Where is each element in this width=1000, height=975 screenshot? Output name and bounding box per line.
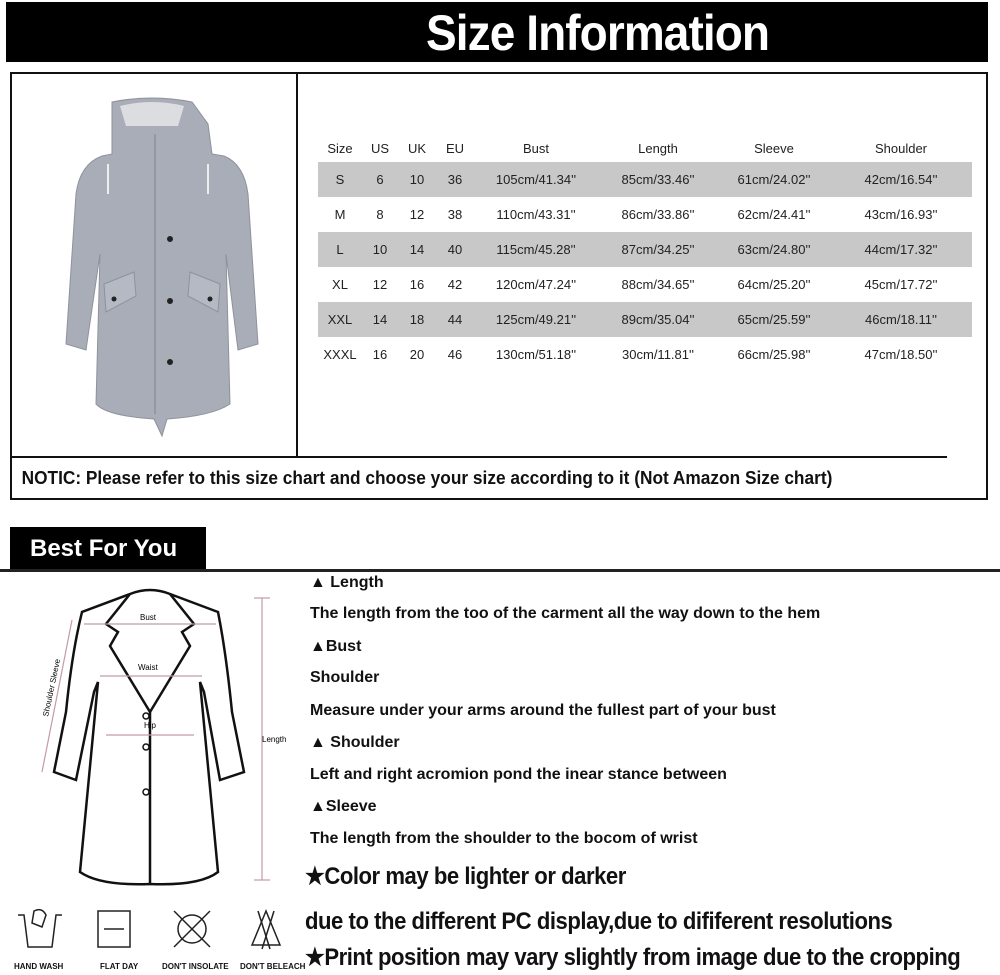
cell: 46cm/18.11'' xyxy=(830,302,972,337)
table-row xyxy=(318,232,972,267)
cell: 18 xyxy=(398,302,436,337)
cell: 120cm/47.24'' xyxy=(495,277,577,292)
shoulder-heading: ▲ Shoulder xyxy=(310,734,400,751)
cell: 42 xyxy=(447,277,463,292)
cell: XXL xyxy=(318,302,362,337)
flat-dry-label: FLAT DAY xyxy=(100,962,139,971)
cell: 20 xyxy=(409,347,425,362)
cell: 44 xyxy=(436,302,474,337)
size-notice: NOTIC: Please refer to this size chart and choose your size according to it (Not Amazon Size chart) xyxy=(12,456,947,498)
table-row xyxy=(318,197,972,232)
cell: 66cm/25.98'' xyxy=(737,347,811,362)
cell: 86cm/33.86'' xyxy=(621,207,695,222)
table-header-row xyxy=(318,134,972,162)
col-length: Length xyxy=(638,140,678,156)
length-description: The length from the too of the carment all the way down to the hem xyxy=(310,605,821,622)
sleeve-description: The length from the shoulder to the bocom of wrist xyxy=(310,830,698,847)
table-row xyxy=(318,337,972,372)
section-title-best-for-you: Best For You xyxy=(10,527,206,571)
waist-label: Waist xyxy=(138,663,158,672)
cell: 40 xyxy=(436,232,474,267)
no-bleach-icon xyxy=(250,905,310,955)
flat-dry-icon xyxy=(96,905,156,955)
cell: 47cm/18.50'' xyxy=(864,347,938,362)
cell: 12 xyxy=(409,207,425,222)
display-note: due to the different PC display,due to dififerent resolutions xyxy=(305,908,893,935)
cell: 14 xyxy=(398,232,436,267)
cell: XL xyxy=(332,277,348,292)
shoulder-description: Left and right acromion pond the inear stance between xyxy=(310,766,727,783)
cell: 14 xyxy=(362,302,398,337)
cell: 110cm/43.31'' xyxy=(496,207,576,222)
page-title: Size Information xyxy=(426,5,770,61)
cell: 125cm/49.21'' xyxy=(474,302,598,337)
length-heading: ▲ Length xyxy=(310,574,384,591)
cell: 61cm/24.02'' xyxy=(718,162,830,197)
product-image-cell xyxy=(12,74,298,456)
cell: 12 xyxy=(372,277,388,292)
hip-label: Hip xyxy=(144,721,157,730)
print-note: ★Print position may vary slightly from image due to the cropping xyxy=(305,944,961,971)
col-eu: EU xyxy=(445,140,465,156)
cell: S xyxy=(318,162,362,197)
col-shoulder: Shoulder xyxy=(874,140,928,156)
raincoat-image xyxy=(12,74,298,456)
cell: 10 xyxy=(362,232,398,267)
cell: 89cm/35.04'' xyxy=(598,302,718,337)
cell: M xyxy=(334,207,346,222)
length-label: Length xyxy=(262,735,287,744)
cell: 10 xyxy=(398,162,436,197)
cell: 105cm/41.34'' xyxy=(474,162,598,197)
no-tumble-icon xyxy=(172,905,232,955)
sleeve-heading: ▲Sleeve xyxy=(310,798,377,815)
cell: 115cm/45.28'' xyxy=(474,232,598,267)
cell: 45cm/17.72'' xyxy=(864,277,938,292)
cell: 65cm/25.59'' xyxy=(718,302,830,337)
cell: 16 xyxy=(409,277,425,292)
cell: 36 xyxy=(436,162,474,197)
hand-wash-label: HAND WASH xyxy=(14,962,64,971)
cell: 85cm/33.46'' xyxy=(598,162,718,197)
cell: 64cm/25.20'' xyxy=(737,277,811,292)
col-sleeve: Sleeve xyxy=(754,140,794,156)
hand-wash-icon xyxy=(12,905,72,955)
cell: 43cm/16.93'' xyxy=(864,207,938,222)
shoulder-sleeve-label: Shoulder Sleeve xyxy=(41,658,63,718)
cell: 46 xyxy=(447,347,463,362)
cell: 130cm/51.18'' xyxy=(495,347,577,362)
bust-heading: ▲Bust xyxy=(310,638,362,655)
col-size: Size xyxy=(327,140,353,156)
table-row xyxy=(318,162,972,197)
cell: 62cm/24.41'' xyxy=(737,207,811,222)
cell: 16 xyxy=(372,347,388,362)
col-uk: UK xyxy=(407,140,427,156)
bust-label: Bust xyxy=(140,613,157,622)
table-row xyxy=(318,302,972,337)
size-table-cell xyxy=(300,74,986,456)
size-info-box xyxy=(10,72,988,500)
color-note: ★Color may be lighter or darker xyxy=(305,863,626,890)
bust-subheading: Shoulder xyxy=(310,669,380,686)
title-banner xyxy=(6,2,988,62)
no-tumble-label: DON'T INSOLATE xyxy=(162,962,229,971)
cell: XXXL xyxy=(323,347,357,362)
no-bleach-label: DON'T BELEACH xyxy=(240,962,306,971)
cell: 42cm/16.54'' xyxy=(830,162,972,197)
cell: 6 xyxy=(362,162,398,197)
cell: 63cm/24.80'' xyxy=(718,232,830,267)
col-us: US xyxy=(370,140,390,156)
cell: 38 xyxy=(447,207,463,222)
cell: 88cm/34.65'' xyxy=(621,277,695,292)
coat-measurement-diagram xyxy=(0,572,300,892)
table-row xyxy=(318,267,972,302)
cell: L xyxy=(318,232,362,267)
cell: 87cm/34.25'' xyxy=(598,232,718,267)
cell: 30cm/11.81'' xyxy=(622,347,694,362)
col-bust: Bust xyxy=(522,140,549,156)
size-chart-table xyxy=(318,134,972,372)
bust-description: Measure under your arms around the fullest part of your bust xyxy=(310,702,776,719)
cell: 8 xyxy=(376,207,384,222)
cell: 44cm/17.32'' xyxy=(830,232,972,267)
